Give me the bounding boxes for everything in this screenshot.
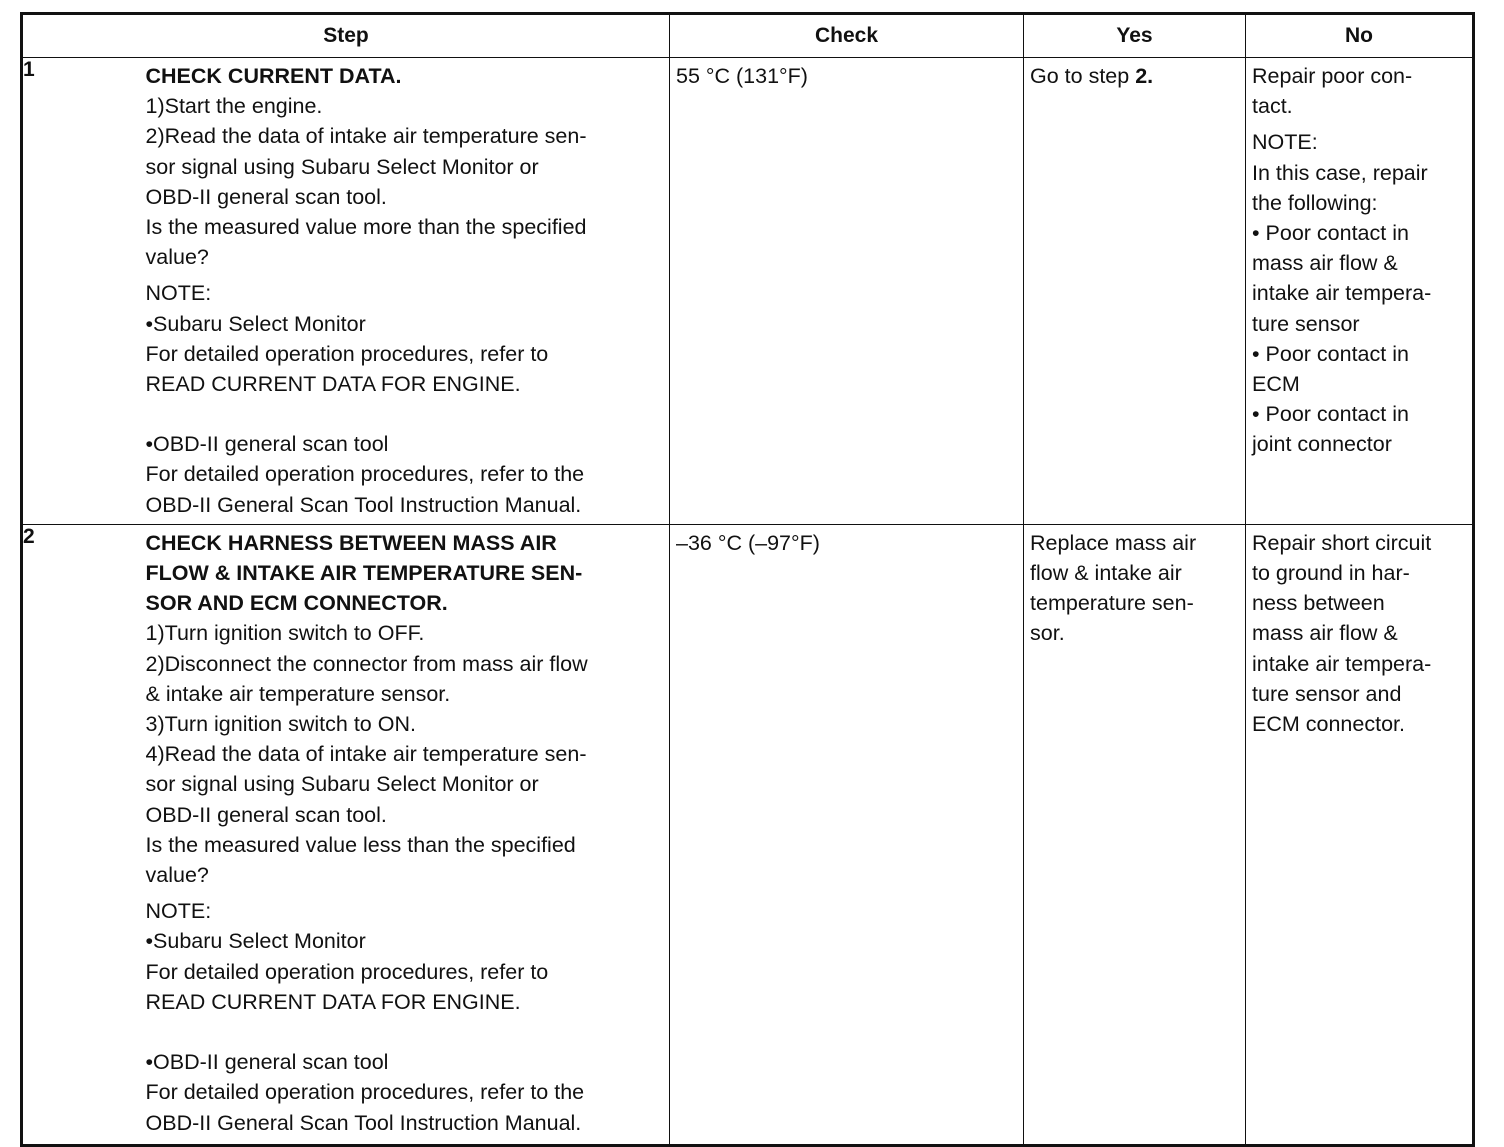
no-note-line: In this case, repair xyxy=(1252,160,1428,185)
procedure-line: 2)Disconnect the connector from mass air flow xyxy=(145,651,588,676)
step-title: FLOW & INTAKE AIR TEMPERATURE SEN- xyxy=(145,561,583,586)
yes-step-ref: 2. xyxy=(1135,64,1154,88)
step-description xyxy=(144,524,670,1145)
yes-prefix: Go to step xyxy=(1030,64,1136,88)
yes-line: Replace mass air xyxy=(1030,530,1197,555)
table-row xyxy=(22,58,1474,525)
yes-action xyxy=(1024,524,1246,1145)
check-value: 55 °C (131°F) xyxy=(670,58,1024,525)
step-description xyxy=(144,58,670,525)
no-line: to ground in har- xyxy=(1252,561,1410,586)
step-number: 1 xyxy=(22,58,144,525)
procedure-line: value? xyxy=(145,245,209,270)
no-bullet-line: joint connector xyxy=(1252,432,1392,457)
note-scan-name: •OBD-II general scan tool xyxy=(145,432,389,457)
no-note-label: NOTE: xyxy=(1252,130,1318,155)
procedure-line: & intake air temperature sensor. xyxy=(145,681,451,706)
note-monitor-line: READ CURRENT DATA FOR ENGINE. xyxy=(145,372,521,397)
note-label: NOTE: xyxy=(145,899,212,924)
no-line: ness between xyxy=(1252,591,1385,616)
no-bullet-line: mass air flow & xyxy=(1252,251,1398,276)
header-step: Step xyxy=(22,14,670,58)
no-action xyxy=(1246,524,1474,1145)
step-title: CHECK CURRENT DATA. xyxy=(145,64,402,88)
no-line: intake air tempera- xyxy=(1252,651,1432,676)
no-action xyxy=(1246,58,1474,525)
header-check: Check xyxy=(670,14,1024,58)
no-bullet-line: ECM xyxy=(1252,372,1300,397)
note-scan-line: For detailed operation procedures, refer to the xyxy=(145,462,585,487)
diagnostic-table xyxy=(20,12,1475,1147)
procedure-line: sor signal using Subaru Select Monitor or xyxy=(145,772,539,797)
no-bullet-item: • Poor contact in xyxy=(1252,341,1409,366)
header-yes: Yes xyxy=(1024,14,1246,58)
yes-line: sor. xyxy=(1030,621,1065,646)
note-monitor-name: •Subaru Select Monitor xyxy=(145,929,366,954)
check-value: –36 °C (–97°F) xyxy=(670,524,1024,1145)
procedure-line: 3)Turn ignition switch to ON. xyxy=(145,712,416,737)
note-scan-line: OBD-II General Scan Tool Instruction Manual. xyxy=(145,492,582,517)
no-bullet-line: ture sensor xyxy=(1252,311,1360,336)
note-monitor-name: •Subaru Select Monitor xyxy=(145,311,366,336)
note-scan-line: For detailed operation procedures, refer to the xyxy=(145,1080,585,1105)
procedure-line: sor signal using Subaru Select Monitor or xyxy=(145,154,539,179)
procedure-line: Is the measured value more than the specified xyxy=(145,215,587,240)
procedure-line: 4)Read the data of intake air temperature sen- xyxy=(145,742,587,767)
header-row xyxy=(22,14,1474,58)
yes-line: temperature sen- xyxy=(1030,591,1194,616)
procedure-line: OBD-II general scan tool. xyxy=(145,184,387,209)
header-no: No xyxy=(1246,14,1474,58)
note-scan-line: OBD-II General Scan Tool Instruction Manual. xyxy=(145,1110,582,1135)
procedure-line: value? xyxy=(145,863,209,888)
no-line: tact. xyxy=(1252,94,1293,119)
procedure-line: 2)Read the data of intake air temperature sen- xyxy=(145,124,587,149)
note-monitor-line: For detailed operation procedures, refer to xyxy=(145,341,549,366)
note-monitor-line: READ CURRENT DATA FOR ENGINE. xyxy=(145,989,521,1014)
no-line: Repair poor con- xyxy=(1252,64,1413,88)
no-line: Repair short circuit xyxy=(1252,530,1432,555)
procedure-line: 1)Start the engine. xyxy=(145,94,323,119)
note-scan-name: •OBD-II general scan tool xyxy=(145,1050,389,1075)
procedure-line: 1)Turn ignition switch to OFF. xyxy=(145,621,425,646)
no-line: ture sensor and xyxy=(1252,681,1402,706)
no-bullet-item: • Poor contact in xyxy=(1252,402,1409,427)
no-bullet-item: • Poor contact in xyxy=(1252,221,1409,246)
no-line: mass air flow & xyxy=(1252,621,1398,646)
procedure-line: Is the measured value less than the specified xyxy=(145,832,576,857)
yes-line: flow & intake air xyxy=(1030,561,1182,586)
note-monitor-line: For detailed operation procedures, refer to xyxy=(145,959,549,984)
no-line: ECM connector. xyxy=(1252,712,1405,737)
note-label: NOTE: xyxy=(145,281,212,306)
no-note-line: the following: xyxy=(1252,190,1378,215)
step-title: SOR AND ECM CONNECTOR. xyxy=(145,591,448,616)
yes-action xyxy=(1024,58,1246,525)
table-row xyxy=(22,524,1474,1145)
step-title: CHECK HARNESS BETWEEN MASS AIR xyxy=(145,530,557,555)
no-bullet-line: intake air tempera- xyxy=(1252,281,1432,306)
step-number: 2 xyxy=(22,524,144,1145)
procedure-line: OBD-II general scan tool. xyxy=(145,802,387,827)
